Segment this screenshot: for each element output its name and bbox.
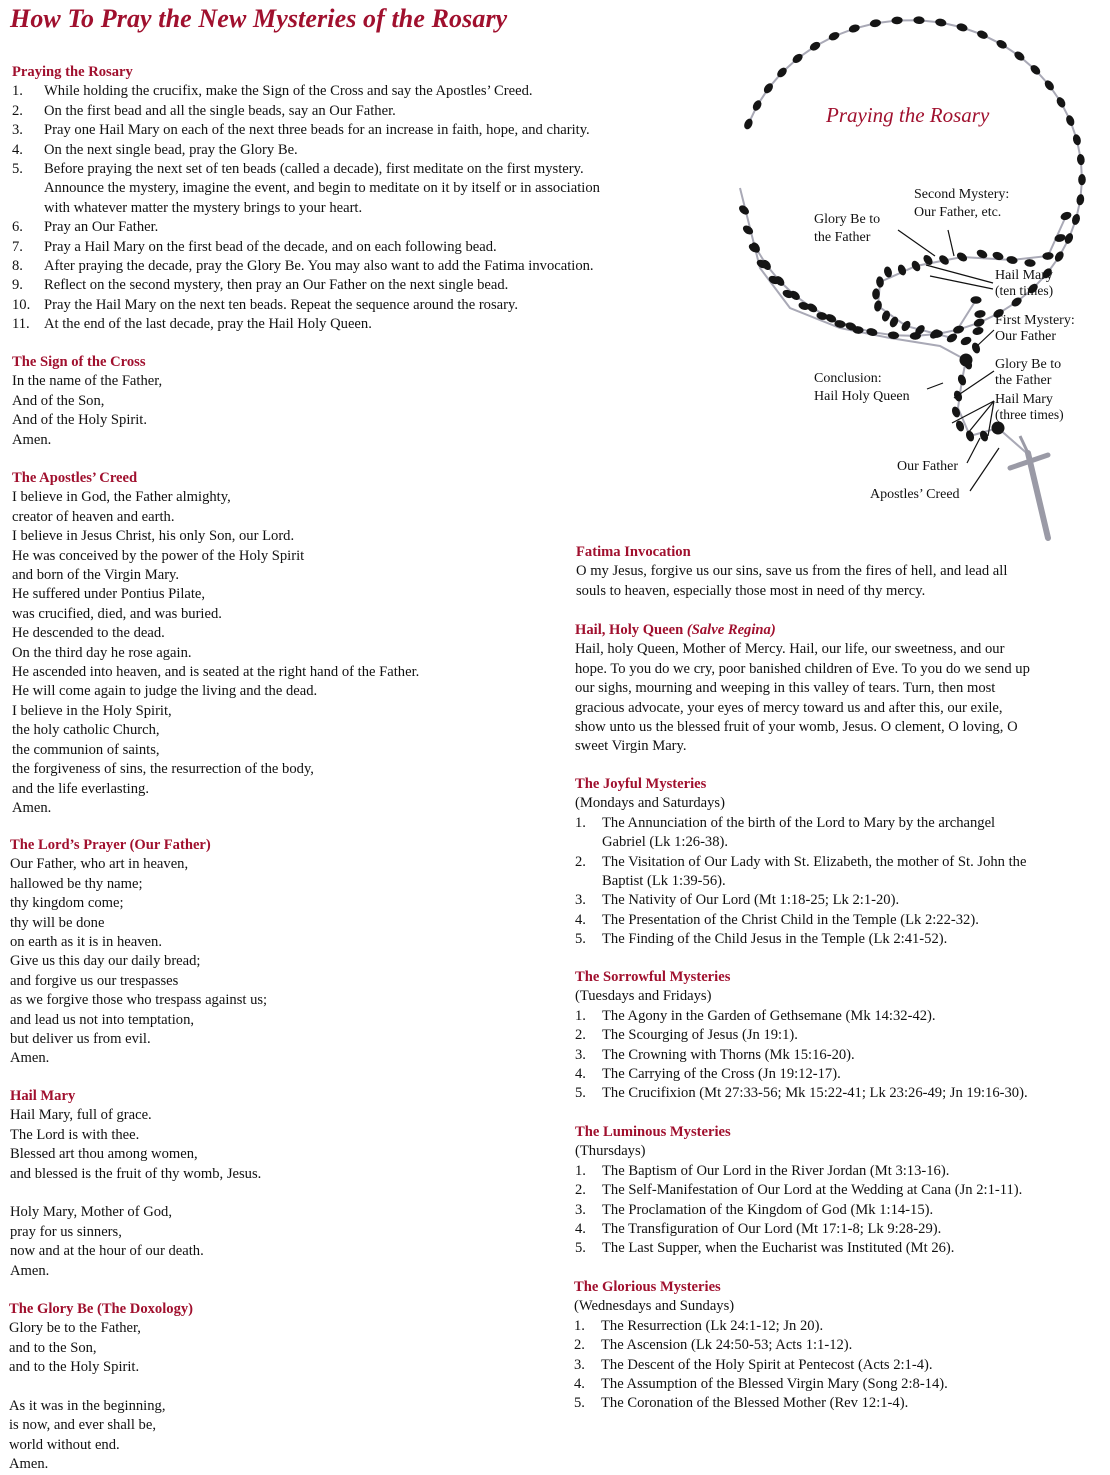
list-item [575,1065,1107,1084]
glory-be-text-1 [9,1319,549,1377]
item-text: The Assumption of the Blessed Virgin Mary (Song 2:8-14). [601,1376,948,1393]
item-text: After praying the decade, pray the Glory Be. You may also want to add the Fatima invocation. [44,258,594,275]
rosary-bead [951,405,962,418]
text-line: Glory be to the Father, [9,1320,141,1337]
item-number: 2. [574,1337,585,1354]
item-number: 6. [12,219,23,236]
luminous-mysteries-list [575,1162,1107,1259]
joyful-mysteries-days: (Mondays and Saturdays) [575,795,725,812]
fatima-heading: Fatima Invocation [576,544,691,560]
rosary-bead [945,332,959,344]
rosary-bead [827,30,840,42]
text-line: show unto us the blessed fruit of your womb, Jesus. O clement, O loving, O [575,719,1018,736]
item-number: 5. [575,931,586,948]
item-text: The Nativity of Our Lord (Mt 1:18-25; Lk 2:1-20). [602,892,900,909]
rosary-diagram [730,8,1100,548]
item-text: The Scourging of Jesus (Jn 19:1). [602,1027,798,1044]
page-title: How To Pray the New Mysteries of the Rosary [10,4,508,33]
text-line: but deliver us from evil. [10,1031,151,1048]
list-item [575,853,1107,892]
hail-holy-queen-text [575,640,1107,756]
text-line: souls to heaven, especially those most in need of thy mercy. [576,582,926,599]
list-item [574,1394,1106,1413]
text-line: world without end. [9,1436,120,1453]
item-number: 5. [575,1085,586,1102]
glory-be-heading: The Glory Be (The Doxology) [9,1301,194,1317]
text-line: In the name of the Father, [12,373,163,390]
rosary-bead [1078,174,1086,185]
label-glory-be-top: Glory Be to the Father [814,212,881,245]
text-line: hope. To you do we cry, poor banished children of Eve. To you do we send up [575,660,1030,677]
rosary-bead [1059,211,1072,222]
text-line: thy kingdom come; [10,895,124,912]
joyful-mysteries-heading: The Joyful Mysteries [575,776,707,792]
text-line: He ascended into heaven, and is seated at the right hand of the Father. [12,664,420,681]
item-text: On the first bead and all the single beads, say an Our Father. [44,102,396,119]
item-number: 5. [574,1395,585,1412]
rosary-bead [869,18,881,28]
text-line: Holy Mary, Mother of God, [10,1204,172,1221]
text-line: sweet Virgin Mary. [575,738,687,755]
text-line: the holy catholic Church, [12,722,160,739]
rosary-bead [1076,194,1085,206]
list-item [574,1336,1106,1355]
text-line: hallowed be thy name; [10,875,143,892]
hail-holy-queen-heading: Hail, Holy Queen (Salve Regina) [575,622,776,638]
hail-mary-text-2 [10,1203,550,1281]
rosary-bead [1042,252,1054,260]
item-text: The Coronation of the Blessed Mother (Rev 12:1-4). [601,1395,909,1412]
text-line: I believe in the Holy Spirit, [12,702,172,719]
item-text: The Ascension (Lk 24:50-53; Acts 1:1-12). [601,1337,853,1354]
text-line: on earth as it is in heaven. [10,934,162,951]
rosary-bead [959,335,972,346]
text-line: Amen. [12,799,52,816]
luminous-mysteries-heading: The Luminous Mysteries [575,1124,731,1140]
rosary-bead [1071,213,1081,226]
label-hail-mary-ten: Hail Mary (ten times) [995,268,1054,298]
rosary-bead [976,29,989,40]
crucifix-icon [1010,436,1048,538]
item-number: 4. [575,911,586,928]
list-item [575,911,1107,930]
item-text: The Crucifixion (Mt 27:33-56; Mk 15:22-41; Lk 23:26-49; Jn 19:16-30). [602,1085,1028,1102]
item-text: Gabriel (Lk 1:26-38). [602,834,729,851]
list-item [12,276,712,295]
lords-prayer-text [10,855,550,1068]
lords-prayer-heading: The Lord’s Prayer (Our Father) [10,837,211,853]
text-line: I believe in Jesus Christ, his only Son, our Lord. [12,528,295,545]
text-line: creator of heaven and earth. [12,508,175,525]
text-line: Blessed art thou among women, [10,1146,198,1163]
item-text: At the end of the last decade, pray the Hail Holy Queen. [44,316,372,333]
rosary-bead [881,309,892,322]
text-line: now and at the hour of our death. [10,1243,204,1260]
rosary-bead [913,16,925,24]
rosary-bead [1065,114,1076,127]
joyful-mysteries-list [575,814,1107,950]
text-line: He descended to the dead. [12,625,165,642]
list-item [575,1084,1107,1103]
item-number: 3. [575,1201,586,1218]
text-line: Amen. [10,1050,50,1067]
item-number: 2. [12,102,23,119]
text-line: pray for us sinners, [10,1223,122,1240]
sign-of-cross-text [12,372,612,450]
list-item [12,160,712,218]
text-line: Hail, holy Queen, Mother of Mercy. Hail, our life, our sweetness, and our [575,641,1005,658]
glory-be-section [9,1300,549,1475]
diagram-labels [814,187,1075,502]
item-text: The Presentation of the Christ Child in the Temple (Lk 2:22-32). [602,911,979,928]
text-line: thy will be done [10,914,105,931]
rosary-bead [891,16,903,24]
label-our-father: Our Father [897,459,959,474]
rosary-bead [848,23,861,34]
text-line: gracious advocate, your eyes of mercy toward us and after this, our exile, [575,699,1003,716]
item-text: The Resurrection (Lk 24:1-12; Jn 20). [601,1317,824,1334]
list-item [575,891,1107,910]
list-item [12,102,712,121]
item-text: The Carrying of the Cross (Jn 19:12-17). [602,1066,841,1083]
item-text: Pray a Hail Mary on the first bead of the decade, and on each following bead. [44,238,497,255]
rosary-bead [935,18,947,27]
item-number: 3. [12,122,23,139]
rosary-bead [1072,133,1082,146]
item-text: Announce the mystery, imagine the event, and begin to meditate on it by itself or in association [44,180,600,197]
rosary-bead [900,319,913,333]
label-second-mystery: Second Mystery: Our Father, etc. [914,187,1010,220]
item-text: Pray the Hail Mary on the next ten beads. Repeat the sequence around the rosary. [44,296,518,313]
text-line: and the life everlasting. [12,780,149,797]
text-line: On the third day he rose again. [12,644,192,661]
label-apostles-creed: Apostles’ Creed [870,487,960,502]
sorrowful-mysteries-list [575,1007,1107,1104]
item-number: 4. [574,1376,585,1393]
glory-be-text-2 [9,1397,549,1475]
label-first-mystery: First Mystery: Our Father [995,313,1075,344]
list-item [575,1026,1107,1045]
text-line: And of the Holy Spirit. [12,412,147,429]
text-line: Hail Mary, full of grace. [10,1107,152,1124]
sign-of-cross-heading: The Sign of the Cross [12,354,146,370]
item-text: The Baptism of Our Lord in the River Jordan (Mt 3:13-16). [602,1162,950,1179]
apostles-creed-section [12,469,572,818]
rosary-bead [1006,255,1019,265]
salve-regina-label: (Salve Regina) [686,622,776,638]
list-item [575,1046,1107,1065]
list-item [12,315,712,334]
glorious-mysteries-list [574,1317,1106,1414]
list-item [575,1007,1107,1026]
text-line: and born of the Virgin Mary. [12,567,180,584]
glorious-mysteries-days: (Wednesdays and Sundays) [574,1298,735,1315]
list-item [575,1162,1107,1181]
item-number: 2. [575,853,586,870]
text-line: and to the Holy Spirit. [9,1359,140,1376]
list-item [574,1317,1106,1336]
text-line: I believe in God, the Father almighty, [12,489,231,506]
item-number: 1. [575,814,586,831]
text-line: and lead us not into temptation, [10,1011,195,1028]
list-item [575,814,1107,853]
glorious-mysteries-section [574,1278,1106,1414]
item-text: Pray an Our Father. [44,219,159,236]
hail-mary-heading: Hail Mary [10,1088,76,1104]
item-number: 4. [575,1066,586,1083]
rosary-bead [972,326,985,336]
rosary-bead [974,309,986,318]
item-text: The Visitation of Our Lady with St. Elizabeth, the mother of St. John the [602,853,1027,870]
rosary-bead [1024,259,1036,267]
text-line: Our Father, who art in heaven, [10,856,189,873]
item-number: 3. [575,1046,586,1063]
text-line: The Lord is with thee. [10,1126,140,1143]
text-line: Amen. [10,1262,50,1279]
label-hail-mary-three: Hail Mary (three times) [995,392,1064,422]
sorrowful-mysteries-heading: The Sorrowful Mysteries [575,969,731,985]
list-item [12,141,712,160]
item-number: 4. [575,1221,586,1238]
luminous-mysteries-section [575,1123,1107,1259]
text-line: He was conceived by the power of the Holy Spirit [12,547,305,564]
item-number: 11. [12,316,30,333]
label-glory-be-bottom: Glory Be to the Father [995,357,1062,388]
item-text: The Descent of the Holy Spirit at Pentecost (Acts 2:1-4). [601,1356,933,1373]
text-line: Amen. [9,1456,49,1473]
text-line: is now, and ever shall be, [9,1417,156,1434]
fatima-text [576,562,1106,601]
item-text: The Self-Manifestation of Our Lord at the Wedding at Cana (Jn 2:1-11). [602,1182,1023,1199]
list-item [574,1375,1106,1394]
sorrowful-mysteries-section [575,968,1107,1104]
item-number: 2. [575,1027,586,1044]
rosary-bead [888,315,900,328]
list-item [575,1239,1107,1258]
diagram-pointer-lines [898,230,999,491]
rosary-chain [740,20,1082,456]
joyful-mysteries-section [575,775,1107,950]
rosary-bead [973,317,986,328]
list-item [575,1181,1107,1200]
item-text: with whatever matter the mystery brings to your heart. [44,199,363,216]
rosary-bead [876,276,885,288]
text-line: the forgiveness of sins, the resurrection of the body, [12,761,314,778]
hail-holy-queen-section [575,621,1107,757]
item-text: The Transfiguration of Our Lord (Mt 17:1-8; Lk 9:28-29). [602,1221,942,1238]
list-item [12,82,712,101]
text-line: as we forgive those who trespass against us; [10,992,268,1009]
text-line: and blessed is the fruit of thy womb, Jesus. [10,1165,262,1182]
item-number: 4. [12,141,23,158]
hail-mary-section [10,1087,550,1281]
item-text: The Last Supper, when the Eucharist was Instituted (Mt 26). [602,1240,955,1257]
item-text: Pray one Hail Mary on each of the next three beads for an increase in faith, hope, and charity. [44,122,590,139]
list-item [575,1201,1107,1220]
text-line: and to the Son, [9,1339,97,1356]
item-text: While holding the crucifix, make the Sign of the Cross and say the Apostles’ Creed. [44,83,533,100]
item-number: 3. [574,1356,585,1373]
text-line: and forgive us our trespasses [10,972,179,989]
rosary-bead [956,22,969,32]
item-text: On the next single bead, pray the Glory Be. [44,141,298,158]
item-text: Before praying the next set of ten beads (called a decade), first meditate on the first mystery. [44,161,584,178]
praying-rosary-section [12,63,712,335]
item-text: Baptist (Lk 1:39-56). [602,873,726,890]
item-number: 1. [575,1162,586,1179]
rosary-bead [957,373,968,386]
item-number: 1. [575,1007,586,1024]
item-number: 1. [12,83,23,100]
item-number: 7. [12,238,23,255]
rosary-bead [873,300,882,312]
item-text: The Agony in the Garden of Gethsemane (Mk 14:32-42). [602,1007,936,1024]
apostles-creed-text [12,488,572,818]
glorious-mysteries-heading: The Glorious Mysteries [574,1279,721,1295]
list-item [12,296,712,315]
text-line: And of the Son, [12,392,105,409]
list-item [12,257,712,276]
text-line: was crucified, died, and was buried. [12,605,222,622]
list-item [574,1356,1106,1375]
item-number: 5. [12,161,23,178]
luminous-mysteries-days: (Thursdays) [575,1143,646,1160]
item-number: 3. [575,892,586,909]
label-conclusion: Conclusion: Hail Holy Queen [814,371,910,404]
text-line: As it was in the beginning, [9,1398,166,1415]
rosary-bead [957,351,975,369]
item-text: The Proclamation of the Kingdom of God (Mk 1:14-15). [602,1201,934,1218]
list-item [12,238,712,257]
text-line: He will come again to judge the living and the dead. [12,683,318,700]
fatima-section [576,543,1106,601]
item-number: 5. [575,1240,586,1257]
list-item [575,930,1107,949]
sorrowful-mysteries-days: (Tuesdays and Fridays) [575,988,712,1005]
text-line: He suffered under Pontius Pilate, [12,586,206,603]
diagram-title: Praying the Rosary [826,103,990,127]
text-line: O my Jesus, forgive us our sins, save us from the fires of hell, and lead all [576,563,1008,580]
lords-prayer-section [10,836,550,1069]
text-line: our sighs, mourning and weeping in this valley of tears. Turn, then most [575,680,996,697]
praying-steps-list [12,82,712,334]
list-item [12,121,712,140]
item-number: 1. [574,1317,585,1334]
item-text: Reflect on the second mystery, then pray an Our Father on the next single bead. [44,277,509,294]
item-number: 8. [12,258,23,275]
list-item [575,1220,1107,1239]
text-line: the communion of saints, [12,741,160,758]
text-line: Give us this day our daily bread; [10,953,201,970]
rosary-bead [741,224,755,237]
hail-mary-text-1 [10,1106,550,1184]
apostles-creed-heading: The Apostles’ Creed [12,470,138,486]
list-item [12,218,712,237]
item-number: 10. [12,296,31,313]
rosary-bead [743,117,755,130]
sign-of-cross-section [12,353,612,450]
rosary-bead [1076,154,1085,166]
praying-rosary-heading: Praying the Rosary [12,64,133,80]
text-line: Amen. [12,431,52,448]
item-text: The Finding of the Child Jesus in the Temple (Lk 2:41-52). [602,931,948,948]
item-text: The Crowning with Thorns (Mk 15:16-20). [602,1046,855,1063]
item-text: The Annunciation of the birth of the Lord to Mary by the archangel [602,814,996,831]
item-number: 9. [12,277,23,294]
rosary-bead [970,296,981,304]
item-number: 2. [575,1182,586,1199]
